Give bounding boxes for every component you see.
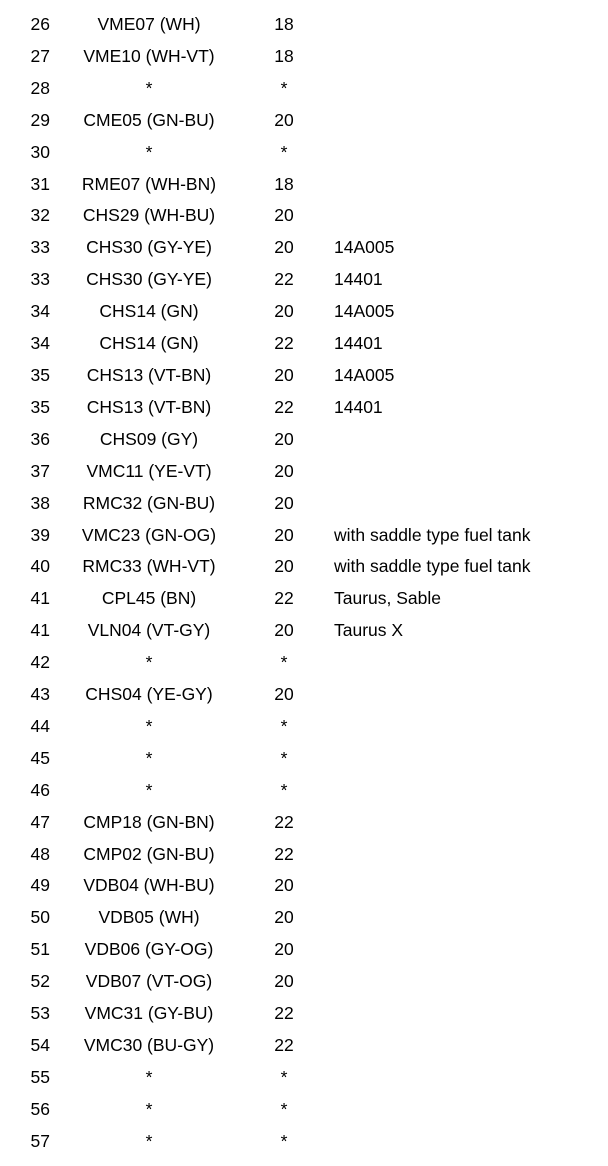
circuit-cell: VME07 (WH) (97, 14, 201, 34)
note-cell (324, 998, 608, 1030)
wire-gauge-cell: 20 (274, 524, 294, 545)
circuit-cell: * (145, 141, 153, 162)
circuit-cell: VME10 (WH-VT) (83, 45, 215, 66)
table-row (0, 966, 608, 998)
note-cell (324, 775, 608, 807)
pin-number-cell: 27 (30, 45, 50, 66)
table-row (0, 807, 608, 839)
wire-gauge-cell: 20 (274, 428, 294, 449)
wire-gauge-cell: * (280, 652, 288, 673)
pin-number-cell: 30 (30, 141, 50, 162)
table-row (0, 392, 608, 424)
pin-number-cell: 50 (30, 907, 50, 928)
note-cell (324, 200, 608, 232)
table-row (0, 296, 608, 328)
wire-gauge-cell: * (280, 1130, 288, 1151)
wire-gauge-cell: 20 (274, 971, 294, 992)
circuit-cell: CHS13 (VT-BN) (86, 396, 212, 417)
note-cell (324, 679, 608, 711)
note-cell: 14401 (334, 269, 383, 290)
note-cell (324, 424, 608, 456)
note-cell (324, 807, 608, 839)
table-row (0, 1062, 608, 1094)
table-row (0, 870, 608, 902)
table-row (0, 583, 608, 615)
circuit-cell: CHS29 (WH-BU) (82, 205, 216, 226)
note-cell (324, 934, 608, 966)
circuit-cell: CMP02 (GN-BU) (83, 843, 215, 864)
circuit-cell: RMC32 (GN-BU) (82, 492, 216, 513)
pin-number-cell: 26 (30, 14, 50, 34)
pinout-rows (0, 9, 608, 1158)
wire-gauge-cell: * (280, 77, 288, 98)
pin-number-cell: 45 (30, 747, 50, 768)
pin-number-cell: 56 (30, 1098, 50, 1119)
circuit-cell: CPL45 (BN) (101, 588, 197, 609)
pin-number-cell: 28 (30, 77, 50, 98)
circuit-cell: CHS14 (GN) (99, 333, 199, 354)
wire-gauge-cell: 22 (274, 1003, 294, 1024)
pin-number-cell: 52 (30, 971, 50, 992)
wire-gauge-cell: 20 (274, 620, 294, 641)
table-row (0, 551, 608, 583)
note-cell (324, 1030, 608, 1062)
wire-gauge-cell: 18 (274, 14, 294, 34)
pin-number-cell: 55 (30, 1066, 50, 1087)
wire-gauge-cell: 22 (274, 396, 294, 417)
pin-number-cell: 38 (30, 492, 50, 513)
table-row (0, 775, 608, 807)
wire-gauge-cell: 18 (274, 173, 294, 194)
note-cell (324, 41, 608, 73)
note-cell (324, 839, 608, 871)
pin-number-cell: 35 (30, 364, 50, 385)
circuit-cell: CHS30 (GY-YE) (86, 269, 212, 290)
circuit-cell: RME07 (WH-BN) (81, 173, 217, 194)
table-row (0, 360, 608, 392)
pin-number-cell: 51 (30, 939, 50, 960)
pin-number-cell: 34 (30, 301, 50, 322)
pin-number-cell: 42 (30, 652, 50, 673)
circuit-cell: CHS14 (GN) (99, 301, 199, 322)
wire-gauge-cell: 20 (274, 301, 294, 322)
table-row (0, 902, 608, 934)
note-cell: with saddle type fuel tank (334, 524, 531, 545)
table-row (0, 615, 608, 647)
wire-gauge-cell: 22 (274, 1035, 294, 1055)
pin-number-cell: 54 (30, 1035, 50, 1055)
table-row (0, 200, 608, 232)
pin-number-cell: 53 (30, 1003, 50, 1024)
pin-number-cell: 41 (30, 588, 50, 609)
wire-gauge-cell: 18 (274, 45, 294, 66)
table-row (0, 743, 608, 775)
note-cell: 14A005 (334, 364, 395, 385)
circuit-cell: VMC23 (GN-OG) (81, 524, 217, 545)
pin-number-cell: 44 (30, 715, 50, 736)
wire-gauge-cell: 20 (274, 875, 294, 896)
pin-number-cell: 40 (30, 556, 50, 577)
note-cell: Taurus X (334, 620, 404, 641)
wire-gauge-cell: 20 (274, 109, 294, 130)
table-row (0, 488, 608, 520)
circuit-cell: CHS30 (GY-YE) (86, 237, 212, 258)
table-row (0, 137, 608, 169)
pin-number-cell: 32 (30, 205, 50, 226)
pin-number-cell: 41 (30, 620, 50, 641)
note-cell (324, 870, 608, 902)
table-row (0, 711, 608, 743)
wire-gauge-cell: 20 (274, 907, 294, 928)
wire-gauge-cell: * (280, 747, 288, 768)
wire-gauge-cell: * (280, 141, 288, 162)
note-cell (324, 456, 608, 488)
table-row (0, 839, 608, 871)
circuit-cell: VMC31 (GY-BU) (84, 1003, 214, 1024)
table-row (0, 1030, 608, 1062)
note-cell: Taurus, Sable (334, 588, 442, 609)
pin-number-cell: 57 (30, 1130, 50, 1151)
pin-number-cell: 29 (30, 109, 50, 130)
note-cell (324, 488, 608, 520)
wire-gauge-cell: 20 (274, 237, 294, 258)
table-row (0, 9, 608, 41)
circuit-cell: * (145, 779, 153, 800)
wire-gauge-cell: * (280, 715, 288, 736)
note-cell (324, 169, 608, 201)
circuit-cell: RMC33 (WH-VT) (82, 556, 216, 577)
wire-gauge-cell: 20 (274, 684, 294, 705)
connector-pinout-table (0, 9, 608, 1158)
wire-gauge-cell: 20 (274, 492, 294, 513)
note-cell: 14A005 (334, 301, 395, 322)
circuit-cell: * (145, 1130, 153, 1151)
note-cell (324, 743, 608, 775)
pin-number-cell: 33 (30, 269, 50, 290)
table-row (0, 169, 608, 201)
wire-gauge-cell: * (280, 779, 288, 800)
circuit-cell: * (145, 747, 153, 768)
table-row (0, 647, 608, 679)
note-cell (324, 9, 608, 41)
table-row (0, 679, 608, 711)
pin-number-cell: 37 (30, 460, 50, 481)
circuit-cell: * (145, 1066, 153, 1087)
wire-gauge-cell: * (280, 1098, 288, 1119)
table-row (0, 264, 608, 296)
circuit-cell: VDB06 (GY-OG) (84, 939, 214, 960)
circuit-cell: VDB05 (WH) (98, 907, 200, 928)
table-row (0, 232, 608, 264)
table-row (0, 1094, 608, 1126)
table-row (0, 1126, 608, 1158)
circuit-cell: VDB07 (VT-OG) (85, 971, 213, 992)
circuit-cell: * (145, 77, 153, 98)
pin-number-cell: 36 (30, 428, 50, 449)
wire-gauge-cell: 20 (274, 556, 294, 577)
circuit-cell: CMP18 (GN-BN) (83, 811, 215, 832)
pin-number-cell: 34 (30, 333, 50, 354)
note-cell (324, 1094, 608, 1126)
circuit-cell: CHS04 (YE-GY) (85, 684, 213, 705)
note-cell (324, 137, 608, 169)
circuit-cell: CHS09 (GY) (99, 428, 199, 449)
pin-number-cell: 43 (30, 684, 50, 705)
circuit-cell: CHS13 (VT-BN) (86, 364, 212, 385)
circuit-cell: VMC30 (BU-GY) (83, 1035, 215, 1055)
circuit-cell: VMC11 (YE-VT) (86, 460, 212, 481)
table-row (0, 456, 608, 488)
pin-number-cell: 31 (30, 173, 50, 194)
wire-gauge-cell: 22 (274, 269, 294, 290)
pin-number-cell: 48 (30, 843, 50, 864)
table-row (0, 328, 608, 360)
note-cell (324, 1126, 608, 1158)
pin-number-cell: 47 (30, 811, 50, 832)
note-cell (324, 105, 608, 137)
circuit-cell: VDB04 (WH-BU) (83, 875, 215, 896)
wire-gauge-cell: 22 (274, 811, 294, 832)
circuit-cell: VLN04 (VT-GY) (87, 620, 211, 641)
note-cell: 14401 (334, 396, 383, 417)
pin-number-cell: 33 (30, 237, 50, 258)
wire-gauge-cell: 20 (274, 939, 294, 960)
wire-gauge-cell: 22 (274, 588, 294, 609)
pin-number-cell: 49 (30, 875, 50, 896)
wire-gauge-cell: 22 (274, 843, 294, 864)
table-row (0, 73, 608, 105)
note-cell (324, 73, 608, 105)
circuit-cell: CME05 (GN-BU) (83, 109, 215, 130)
table-row (0, 105, 608, 137)
note-cell (324, 966, 608, 998)
table-row (0, 41, 608, 73)
wire-gauge-cell: 20 (274, 460, 294, 481)
circuit-cell: * (145, 1098, 153, 1119)
note-cell: 14A005 (334, 237, 395, 258)
note-cell (324, 647, 608, 679)
wire-gauge-cell: 20 (274, 205, 294, 226)
wire-gauge-cell: 22 (274, 333, 294, 354)
pin-number-cell: 39 (30, 524, 50, 545)
table-row (0, 520, 608, 552)
note-cell (324, 711, 608, 743)
circuit-cell: * (145, 715, 153, 736)
circuit-cell: * (145, 652, 153, 673)
pin-number-cell: 46 (30, 779, 50, 800)
table-row (0, 998, 608, 1030)
pin-number-cell: 35 (30, 396, 50, 417)
table-row (0, 424, 608, 456)
wire-gauge-cell: 20 (274, 364, 294, 385)
note-cell (324, 1062, 608, 1094)
wire-gauge-cell: * (280, 1066, 288, 1087)
note-cell (324, 902, 608, 934)
note-cell: with saddle type fuel tank (334, 556, 531, 577)
note-cell: 14401 (334, 333, 383, 354)
table-row (0, 934, 608, 966)
